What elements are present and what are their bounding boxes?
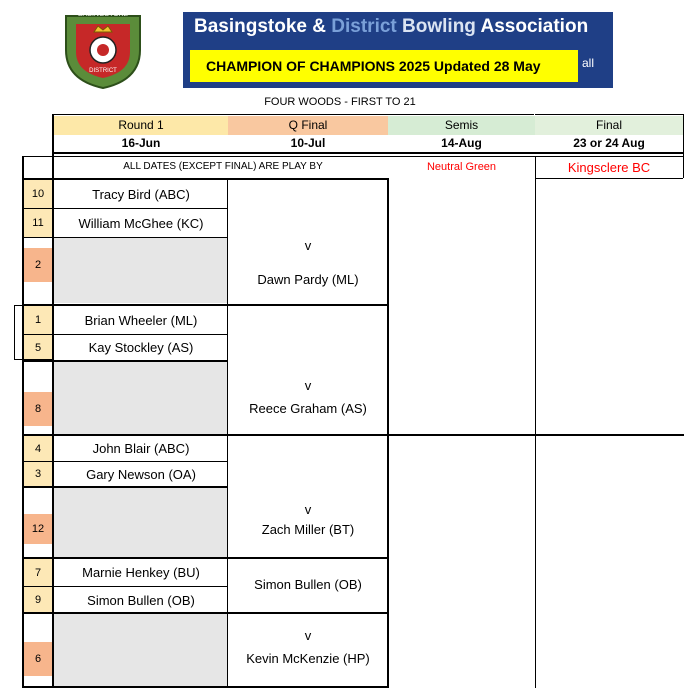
- grid-line: [54, 152, 683, 154]
- corner-text: all: [582, 56, 595, 70]
- round1-player: Gary Newson (OA): [86, 466, 196, 482]
- bye-cell: [54, 238, 228, 303]
- grid-line: [24, 612, 389, 614]
- seed-cell: 7: [24, 559, 52, 586]
- grid-line: [14, 305, 15, 360]
- round-date-qf: 10-Jul: [290, 136, 326, 150]
- grid-line: [535, 178, 683, 179]
- round1-player: Marnie Henkey (BU): [82, 565, 200, 580]
- seed-cell: 9: [24, 587, 52, 613]
- grid-line: [24, 557, 389, 559]
- qf-player: Zach Miller (BT): [261, 522, 355, 537]
- grid-line: [24, 434, 684, 436]
- grid-line: [24, 586, 228, 587]
- competition-title: CHAMPION OF CHAMPIONS 2025 Updated 28 May: [190, 50, 578, 82]
- grid-line: [24, 360, 228, 362]
- round-date-final: 23 or 24 Aug: [573, 136, 645, 150]
- association-title: Basingstoke & District Bowling Association: [194, 16, 589, 37]
- grid-line: [24, 208, 228, 209]
- round1-player: John Blair (ABC): [92, 441, 190, 456]
- grid-line: [24, 486, 228, 488]
- seed-cell: 8: [24, 392, 52, 426]
- qf-vs: v: [304, 238, 312, 253]
- grid-line: [24, 237, 228, 238]
- qf-vs: v: [304, 378, 312, 393]
- qf-player: Kevin McKenzie (HP): [246, 651, 370, 666]
- bye-cell: [54, 614, 228, 686]
- grid-line: [24, 304, 389, 306]
- seed-cell: 12: [24, 514, 52, 544]
- round1-player: William McGhee (KC): [78, 215, 204, 231]
- qf-player: Dawn Pardy (ML): [257, 272, 359, 287]
- final-venue: Kingsclere BC: [567, 160, 651, 175]
- seed-cell: 10: [24, 180, 52, 208]
- seed-cell: 11: [24, 209, 52, 237]
- round1-player: Simon Bullen (OB): [87, 592, 195, 608]
- round-header-r1: Round 1: [54, 116, 228, 135]
- seed-cell: 6: [24, 642, 52, 676]
- format-label: FOUR WOODS - FIRST TO 21: [264, 96, 416, 108]
- qf-vs: v: [304, 628, 312, 643]
- qf-vs: v: [304, 502, 312, 517]
- grid-line: [52, 114, 54, 688]
- round-date-r1: 16-Jun: [121, 136, 161, 150]
- seed-cell: 4: [24, 436, 52, 461]
- grid-line: [535, 114, 683, 115]
- grid-line: [683, 114, 684, 178]
- grid-line: [22, 686, 389, 688]
- grid-line: [22, 178, 389, 180]
- grid-line: [535, 156, 536, 688]
- qf-player: Simon Bullen (OB): [254, 577, 362, 592]
- svg-text:BASINGSTOKE: BASINGSTOKE: [77, 11, 129, 18]
- grid-line: [24, 461, 228, 462]
- dates-note: ALL DATES (EXCEPT FINAL) ARE PLAY BY: [123, 161, 323, 172]
- grid-line: [54, 114, 534, 115]
- seed-cell: 5: [24, 335, 52, 360]
- svg-text:DISTRICT: DISTRICT: [89, 68, 117, 74]
- round-header-final: Final: [535, 116, 683, 135]
- round-header-semis: Semis: [388, 116, 535, 135]
- association-logo: [62, 10, 144, 90]
- seed-cell: 1: [24, 306, 52, 334]
- grid-line: [24, 156, 684, 157]
- round1-player: Kay Stockley (AS): [88, 340, 194, 355]
- seed-cell: 3: [24, 462, 52, 486]
- round-date-semis: 14-Aug: [441, 136, 482, 150]
- round-header-qf: Q Final: [228, 116, 388, 135]
- grid-line: [24, 334, 228, 335]
- seed-cell: 2: [24, 248, 52, 282]
- round1-player: Tracy Bird (ABC): [92, 186, 190, 202]
- bye-cell: [54, 488, 228, 557]
- round1-player: Brian Wheeler (ML): [84, 312, 198, 328]
- grid-line: [22, 156, 24, 688]
- bye-cell: [54, 362, 228, 434]
- qf-player: Reece Graham (AS): [249, 401, 367, 416]
- semis-venue: Neutral Green: [426, 161, 497, 173]
